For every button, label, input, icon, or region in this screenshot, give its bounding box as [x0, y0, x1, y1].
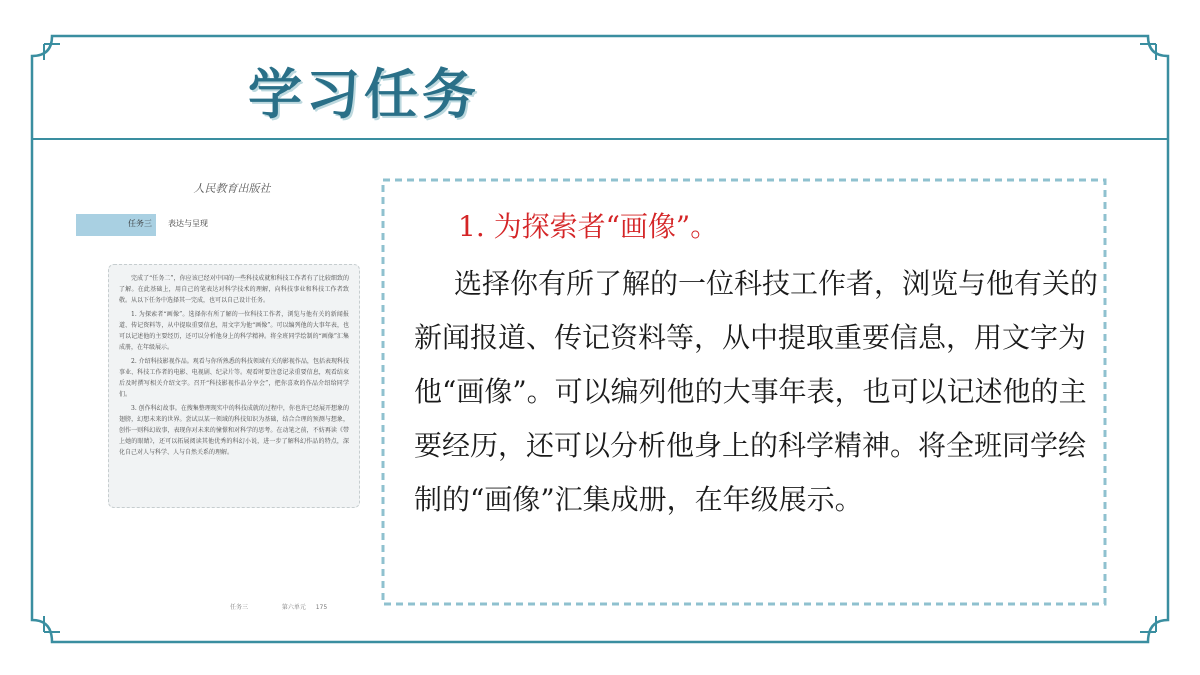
footer-unit: 第六单元	[281, 604, 306, 611]
task-title: 表达与呈现	[168, 219, 208, 228]
footer-page-number: 175	[315, 604, 328, 611]
task-label: 任务三	[128, 219, 152, 228]
footer-task: 任务三	[230, 604, 249, 611]
textbook-footer	[230, 602, 327, 611]
task-body	[414, 257, 1104, 527]
page-title: 学习任务	[248, 63, 480, 126]
textbook-paragraph: 3. 创作科幻故事。在搜集整理现实中的科技成就的过程中，你也许已经展开想象的翅膀，幻想未来的世界。尝试以某一领域的科技知识为基础，结合合理的预测与想象，创作一则科幻故事，表现你对未来的憧憬和对科学的思考。在动笔之前，不妨再读《带上她的眼睛》，还可以拓展阅读其他优秀的科幻小说，进一步了解科幻作品的特点，深化自己对人与科学、人与自然关系的理解。	[119, 405, 349, 456]
textbook-paragraph: 完成了“任务二”，你应该已经对中国的一些科技成就和科技工作者有了比较细致的了解。在此基础上，用自己的笔表达对科学技术的理解，向科技事业和科技工作者致敬。从以下任务中选择其一完成，也可以自己设计任务。	[119, 275, 349, 304]
textbook-paragraph: 1. 为探索者“画像”。选择你有所了解的一位科技工作者，浏览与他有关的新闻报道、传记资料等，从中提取重要信息，用文字为他“画像”。可以编列他的大事年表，也可以记述他的主要经历，还可以分析他身上的科学精神。将全班同学绘制的“画像”汇集成册，在年级展示。	[119, 311, 349, 351]
textbook-page-image	[72, 172, 372, 620]
task-heading: 1. 为探索者“画像”。	[458, 210, 719, 243]
publisher-logo: 人民教育出版社	[193, 182, 271, 195]
task-body-text: 选择你有所了解的一位科技工作者，浏览与他有关的新闻报道、传记资料等，从中提取重要信息，用文字为他“画像”。可以编列他的大事年表，也可以记述他的主要经历，还可以分析他身上的科学精神。将全班同学绘制的“画像”汇集成册，在年级展示。	[414, 267, 1099, 516]
textbook-paragraph: 2. 介绍科技影视作品。观看与你所熟悉的科技领域有关的影视作品，包括表现科技事业、科技工作者的电影、电视剧、纪录片等。观看时要注意记录重要信息，观看结束后及时撰写相关介绍文字。召开“科技影视作品分享会”，把你喜欢的作品介绍给同学们。	[119, 358, 349, 398]
textbook-text-box	[108, 264, 360, 508]
